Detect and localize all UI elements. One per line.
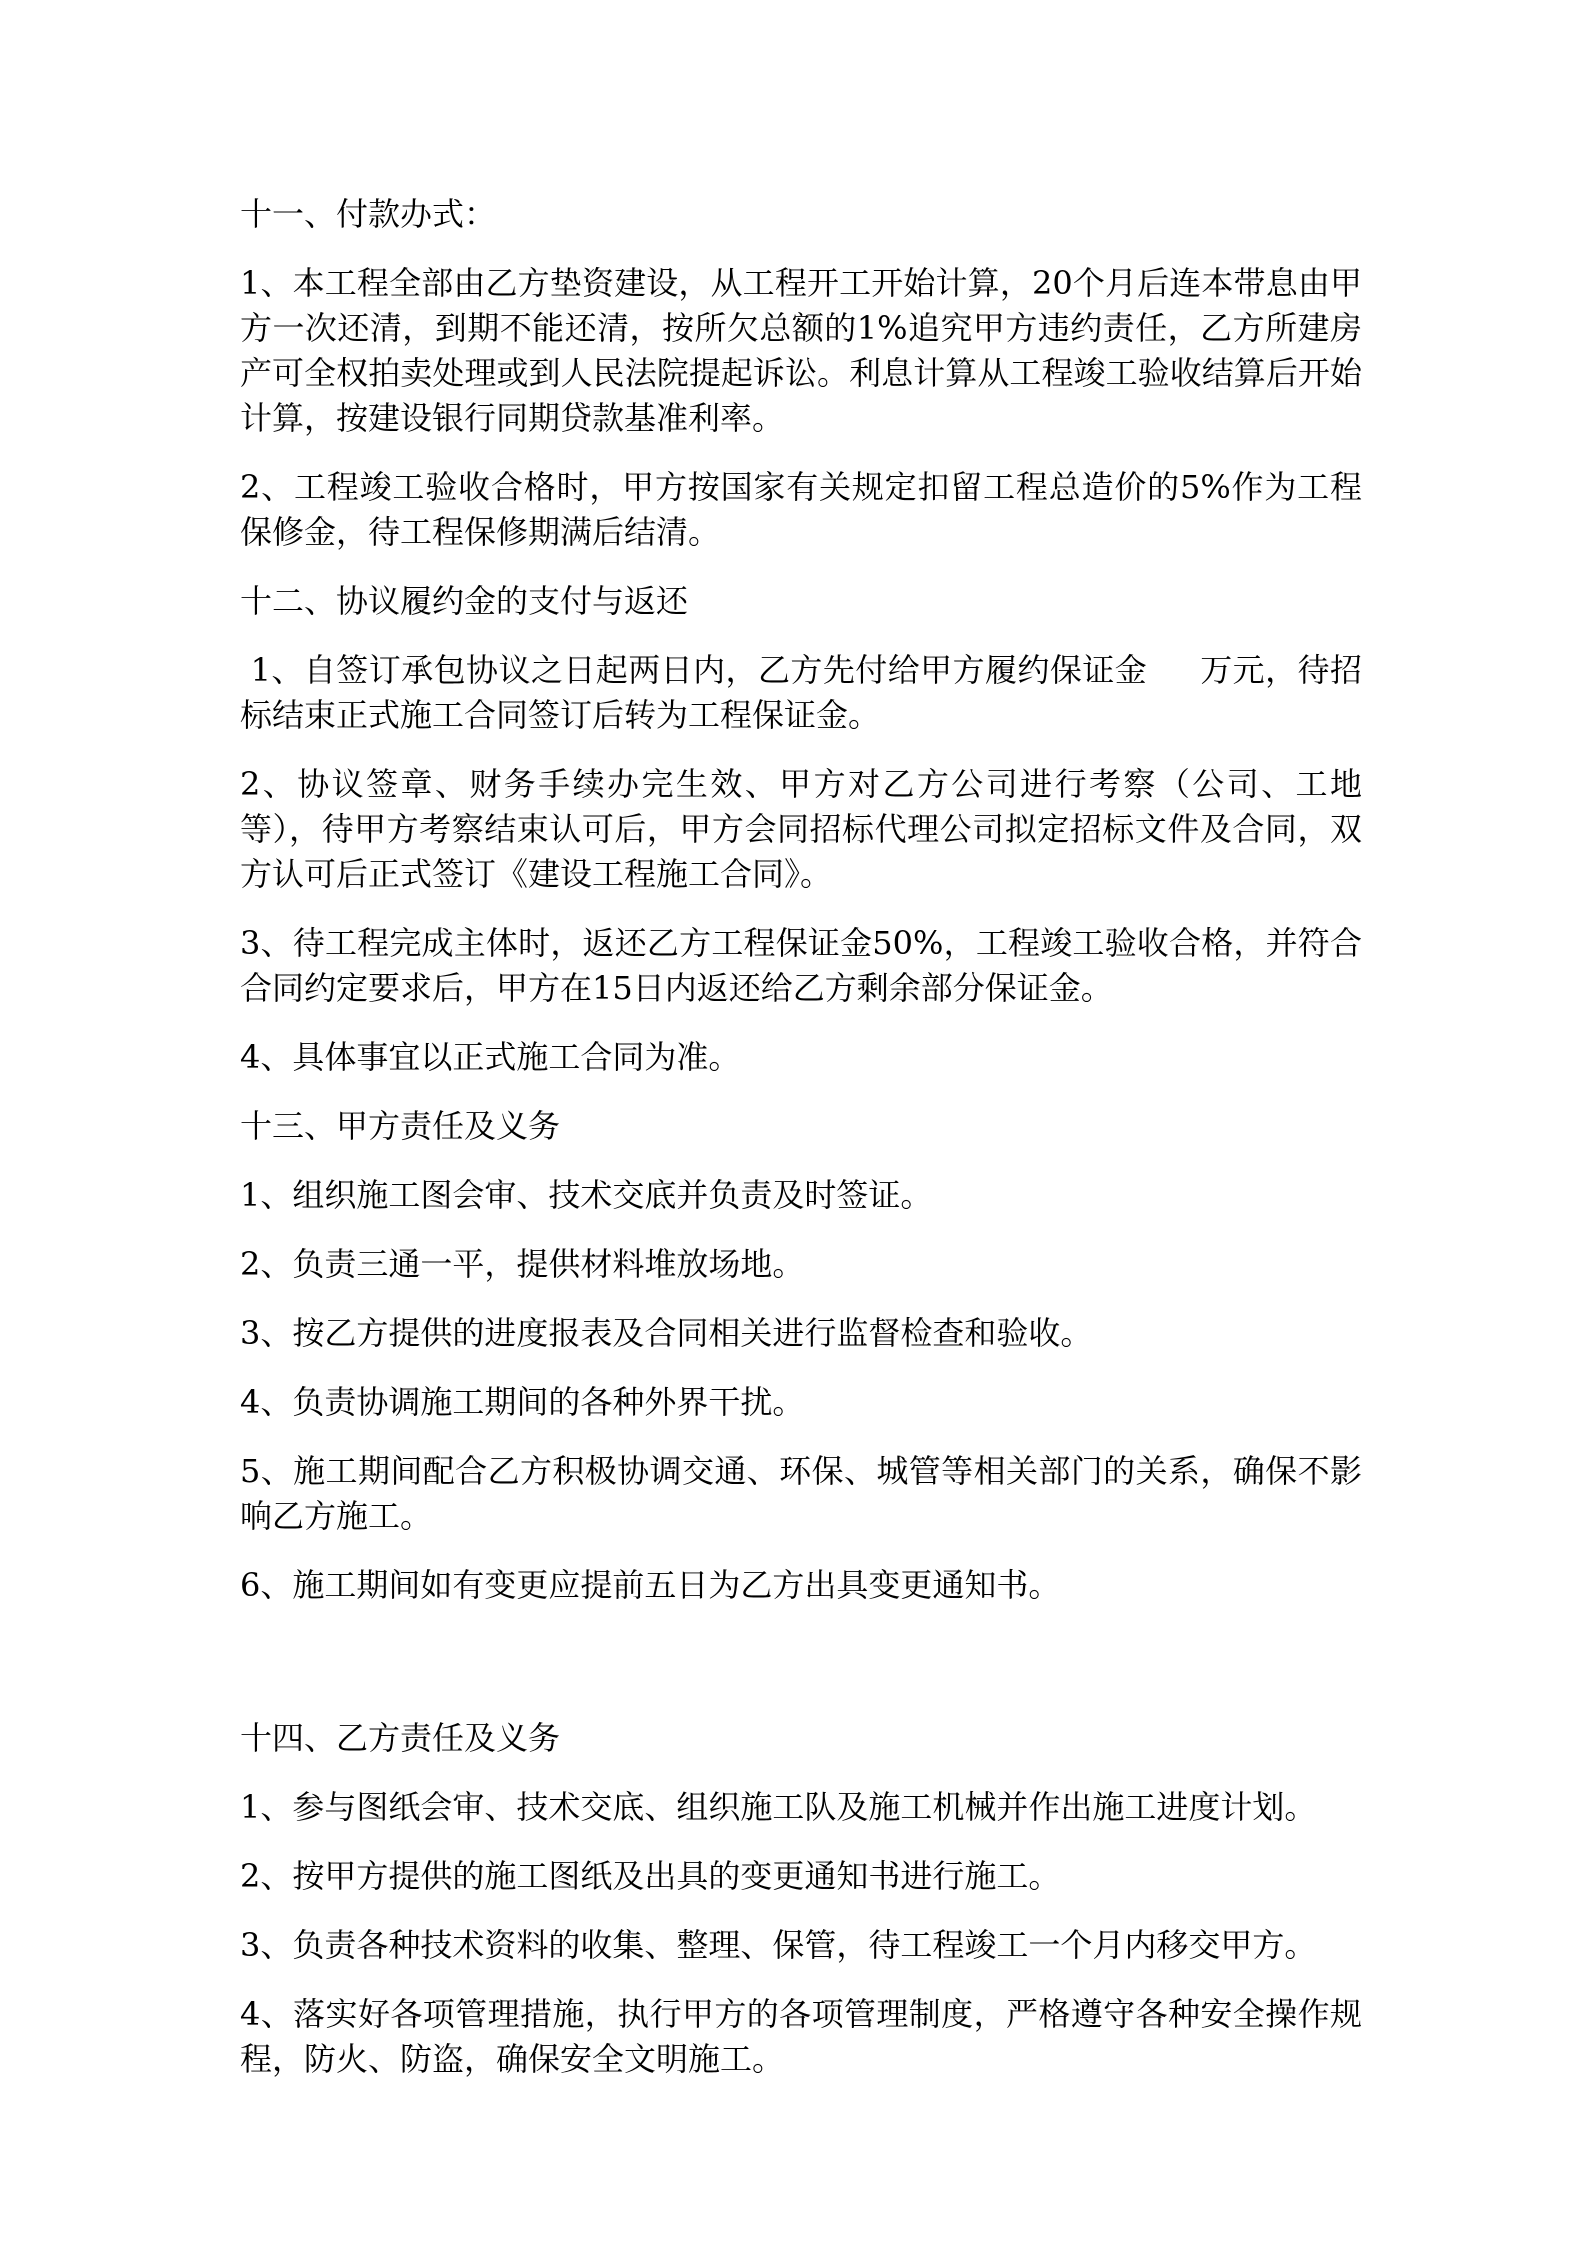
clause-paragraph: 1、参与图纸会审、技术交底、组织施工队及施工机械并作出施工进度计划。 [240,1788,1317,1826]
clause-paragraph: 6、施工期间如有变更应提前五日为乙方出具变更通知书。 [240,1566,1061,1604]
clause-paragraph: 4、负责协调施工期间的各种外界干扰。 [240,1383,805,1421]
clause-paragraph: 2、负责三通一平，提供材料堆放场地。 [240,1245,805,1283]
section-party-b-duties [240,1716,1362,2082]
section-performance-bond [240,579,1362,1080]
document-page [240,192,1362,2106]
clause-paragraph: 4、落实好各项管理措施，执行甲方的各项管理制度，严格遵守各种安全操作规程，防火、防盗，确保安全文明施工。 [240,1995,1362,2078]
clause-paragraph: 2、工程竣工验收合格时，甲方按国家有关规定扣留工程总造价的5%作为工程保修金，待工程保修期满后结清。 [240,468,1362,551]
clause-paragraph: 1、本工程全部由乙方垫资建设，从工程开工开始计算，20个月后连本带息由甲方一次还清，到期不能还清，按所欠总额的1%追究甲方违约责任，乙方所建房产可全权拍卖处理或到人民法院提起诉讼。利息计算从工程竣工验收结算后开始计算，按建设银行同期贷款基准利率。 [240,264,1362,437]
section-party-a-duties [240,1104,1362,1608]
clause-paragraph: 3、按乙方提供的进度报表及合同相关进行监督检查和验收。 [240,1314,1093,1352]
clause-paragraph: 1、组织施工图会审、技术交底并负责及时签证。 [240,1176,933,1214]
section-heading: 十二、协议履约金的支付与返还 [240,582,689,620]
section-payment-method [240,192,1362,555]
clause-paragraph: 2、协议签章、财务手续办完生效、甲方对乙方公司进行考察（公司、工地等），待甲方考察结束认可后，甲方会同招标代理公司拟定招标文件及合同，双方认可后正式签订《建设工程施工合同》。 [240,765,1362,893]
clause-paragraph: 4、具体事宜以正式施工合同为准。 [240,1038,741,1076]
section-heading: 十一、付款办式： [240,195,497,233]
clause-paragraph: 5、施工期间配合乙方积极协调交通、环保、城管等相关部门的关系，确保不影响乙方施工。 [240,1452,1362,1535]
clause-paragraph: 2、按甲方提供的施工图纸及出具的变更通知书进行施工。 [240,1857,1061,1895]
clause-paragraph: 3、负责各种技术资料的收集、整理、保管，待工程竣工一个月内移交甲方。 [240,1926,1317,1964]
section-heading: 十四、乙方责任及义务 [240,1719,561,1757]
clause-paragraph: 3、待工程完成主体时，返还乙方工程保证金50%，工程竣工验收合格，并符合合同约定要求后，甲方在15日内返还给乙方剩余部分保证金。 [240,924,1362,1007]
clause-paragraph: 1、自签订承包协议之日起两日内，乙方先付给甲方履约保证金 万元，待招标结束正式施工合同签订后转为工程保证金。 [240,651,1362,734]
section-heading: 十三、甲方责任及义务 [240,1107,561,1145]
